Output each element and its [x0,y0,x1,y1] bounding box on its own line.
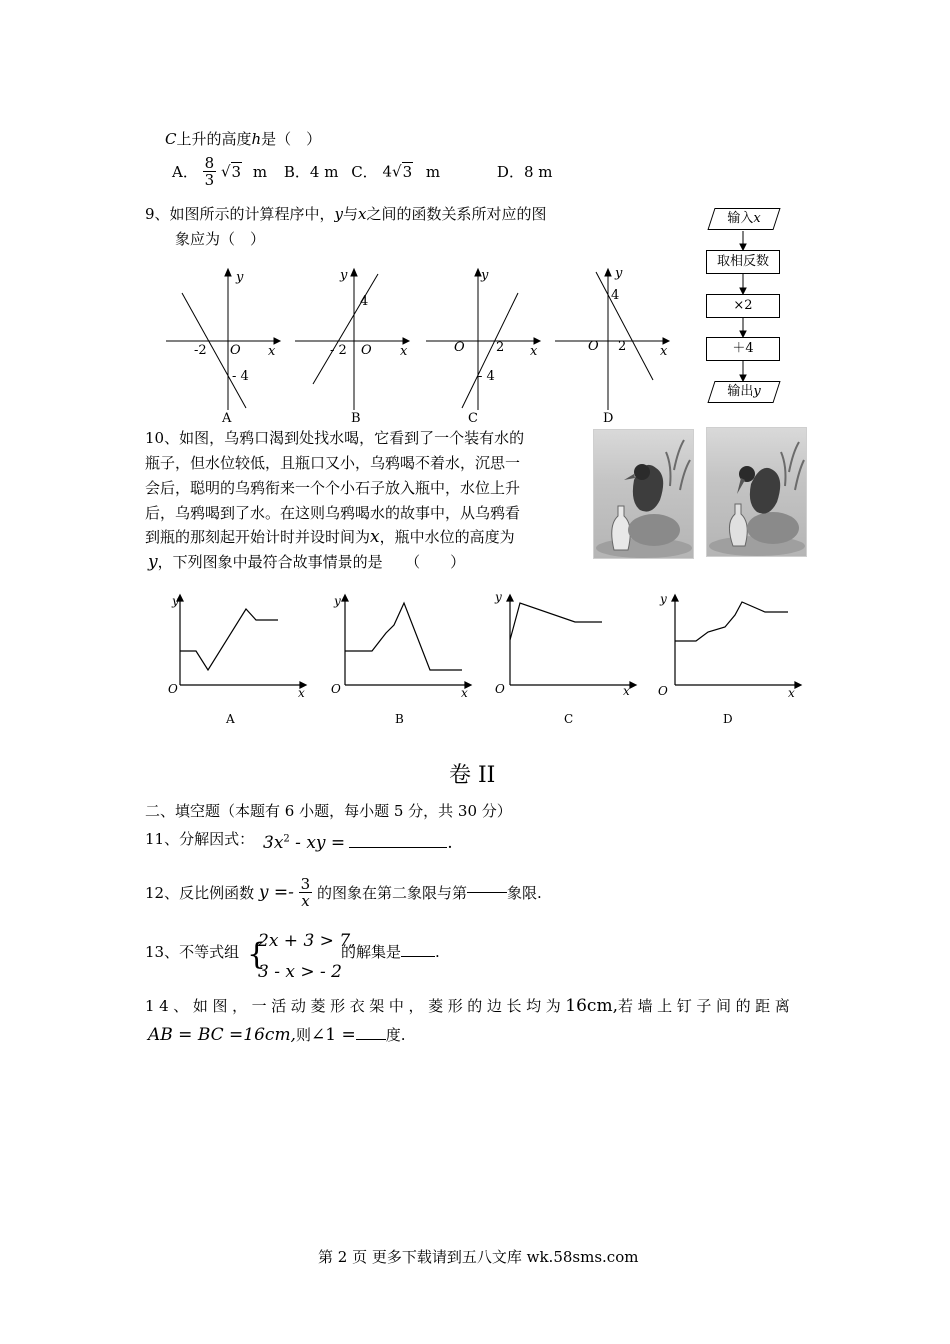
q9-graph-b [295,269,409,410]
q10-a-origin: O [168,682,178,696]
q11-answer-blank[interactable] [349,847,447,848]
q10-c-axis-y: y [495,590,502,604]
q9-text-b: 之间的函数关系所对应的图 [366,205,547,223]
q9-d-axis-y: y [615,266,623,281]
q10-graph-b [342,595,471,688]
q9-b-tick-1: 4 [360,294,369,309]
q8-option-c-unit: m [425,162,441,181]
q14-line1-text: 14、如图，一活动菱形衣架中，菱形的边长均为 [145,997,566,1015]
q9-b-axis-x: x [400,344,408,359]
q9-stem-line2: 象应为（ ） [175,230,266,248]
q8-option-c-value: 4√3 [382,162,413,181]
q14-expr: AB = BC =16cm, [148,1025,296,1045]
q9-c-tick-1: O [454,340,465,355]
q12-frac-num: 3 [300,875,311,893]
q9-graph-c [426,269,540,410]
q14-line-2 [148,1024,405,1045]
q9-a-tick-3: - 4 [232,369,249,384]
q9-var-y: y [334,205,344,223]
q10-d-origin: O [658,684,668,698]
q12-label: 12、反比例函数 [145,884,255,902]
q9-c-label: C [468,411,478,426]
q11-expr-exp: 2 [283,833,290,845]
crow-picture-1 [593,429,694,559]
q13-label: 13、不等式组 [145,943,240,961]
flow-output-var: y [753,384,761,399]
flow-step-negate: 取相反数 [706,250,780,274]
q10-a-axis-y: y [172,594,179,608]
q12-fraction [299,876,313,909]
q10-graph-d [672,595,801,688]
crow-picture-2 [706,427,807,557]
q8-stem-end: 是（ ） [261,130,322,148]
q10-d-axis-y: y [660,592,667,606]
q10-d-axis-x: x [788,686,795,700]
q14-line1-b: 若墙上钉子间的距离 [617,997,795,1015]
q11-expr-a: 3x [263,833,284,853]
q10-b-axis-x: x [461,686,468,700]
flow-input-var: x [753,211,761,226]
q9-text-a: 9、如图所示的计算程序中， [145,205,335,223]
q9-c-tick-2: 2 [496,340,505,355]
q8-option-c-coef: 4 [382,162,393,181]
flow-input-label: 输入 [727,211,754,226]
q9-a-axis-y: y [236,270,244,285]
q13-end: . [435,943,440,961]
flow-input [711,208,777,230]
q13-ineq-2 [258,962,342,982]
q11-label: 11、分解因式： [145,830,255,848]
q9-stem-line1 [145,203,547,224]
q8-option-c-sqrt: 3 [402,162,413,181]
q10-c-axis-x: x [623,684,630,698]
crow-illustration-1 [594,430,693,558]
flow-step-times2: ×2 [706,294,780,318]
q12-frac-den: x [301,892,310,910]
q10-c-label: C [564,712,574,726]
q9-d-axis-x: x [660,344,668,359]
q8-option-b: B．4 m [283,163,339,181]
q10-a-axis-x: x [298,686,305,700]
q8-frac-den: 3 [204,171,215,189]
q10-graph-c [507,595,636,688]
q10-line-6 [148,551,465,572]
q14-line-1 [145,995,794,1016]
q9-d-tick-1: 4 [611,288,620,303]
q9-b-tick-3: O [361,343,372,358]
q12-lhs: y =- [258,882,294,903]
q8-frac-num: 8 [204,154,215,172]
q13-tail [341,941,440,962]
q9-d-tick-2: O [588,339,599,354]
q14-line2-b: 度. [385,1026,406,1044]
q8-stem [165,128,321,149]
q13-brace: { [247,937,267,972]
q8-option-d: D．8 m [496,163,553,181]
q12-text: 的图象在第二象限与第 [316,884,467,902]
q9-graphs [160,262,700,432]
q12-answer-blank[interactable] [467,892,507,893]
q9-var-x: x [358,205,367,223]
q9-b-label: B [351,411,361,426]
q9-c-tick-3: - 4 [478,369,495,384]
q8-option-a: A． [172,163,198,181]
q9-b-tick-2: - 2 [330,343,347,358]
q8-option-a-sqrt: 3 [231,162,242,181]
page-footer: 第 2 页 更多下载请到五八文库 wk.58sms.com [318,1248,639,1266]
q9-d-label: D [603,411,614,426]
q8-option-a-unit: m [252,162,268,181]
q14-line2-a: 则 [295,1026,311,1044]
q14-length: 16cm, [565,996,618,1016]
q12-end: 象限. [507,884,542,902]
q14-answer-blank[interactable] [356,1039,386,1040]
q10-line5-a: 到瓶的那刻起开始计时并设时间为 [145,528,371,546]
q9-text-mid: 与 [343,205,359,223]
flow-step-plus4: ＋4 [706,337,780,361]
q9-c-axis-x: x [530,344,538,359]
section-title: 卷 II [449,763,496,788]
q8-option-a-fraction [203,155,217,188]
q9-d-tick-3: 2 [618,339,627,354]
flow-arrows [700,228,790,388]
q10-var-x: x [370,527,380,547]
q9-graph-a [166,269,280,410]
section-heading: 二、填空题（本题有 6 小题，每小题 5 分，共 30 分） [145,802,512,820]
q8-options: A． $\frac{8}{3}$ √3 m B．4 m C． 4√3 m D．8 m [172,154,553,189]
q9-b-axis-y: y [340,268,348,283]
q14-angle: ∠1 = [310,1025,356,1045]
q10-var-y: y [148,552,158,572]
q10-c-origin: O [495,682,505,696]
q11-expression [263,833,453,853]
q9-a-tick-1: -2 [194,343,207,358]
crow-illustration-2 [707,428,806,556]
q10-line-1: 10、如图，乌鸦口渴到处找水喝，它看到了一个装有水的 [145,429,525,447]
q10-d-label: D [723,712,733,726]
q10-graph-a [177,595,306,688]
q8-var-c: C [165,130,177,148]
q10-b-label: B [395,712,404,726]
q10-graphs [160,585,810,730]
q10-line5-b: ，瓶中水位的高度为 [379,528,515,546]
q13-ineq1-text: 2x + 3 > 7, [258,931,356,951]
q13-text: 的解集是 [341,943,402,961]
q10-line-3: 会后，聪明的乌鸦衔来一个个小石子放入瓶中，水位上升 [145,479,521,497]
q9-a-axis-x: x [268,344,276,359]
q10-b-origin: O [331,682,341,696]
q9-a-tick-2: O [230,343,241,358]
q10-b-axis-y: y [334,594,341,608]
q10-line-4: 后，乌鸦喝到了水。在这则乌鸦喝水的故事中，从乌鸦看 [145,504,521,522]
q9-a-label: A [222,411,232,426]
q10-line6-b: ，下列图象中最符合故事情景的是 （ ） [157,553,466,571]
q9-c-axis-y: y [481,268,489,283]
q8-stem-text: 上升的高度 [176,130,252,148]
q13-answer-blank[interactable] [401,956,435,957]
flow-output-label: 输出 [727,384,754,399]
q10-line-5 [145,526,515,547]
q10-line-2: 瓶子，但水位较低，且瓶口又小，乌鸦喝不着水，沉思一 [145,454,521,472]
q11-end: . [447,833,453,853]
q11-expr-b: - xy = [289,833,346,853]
q10-a-label: A [226,712,235,726]
q8-var-h: h [251,130,262,148]
q8-option-c: C． [351,163,378,181]
q13-ineq2-text: 3 - x > - 2 [258,962,342,982]
q12-line [145,876,542,918]
